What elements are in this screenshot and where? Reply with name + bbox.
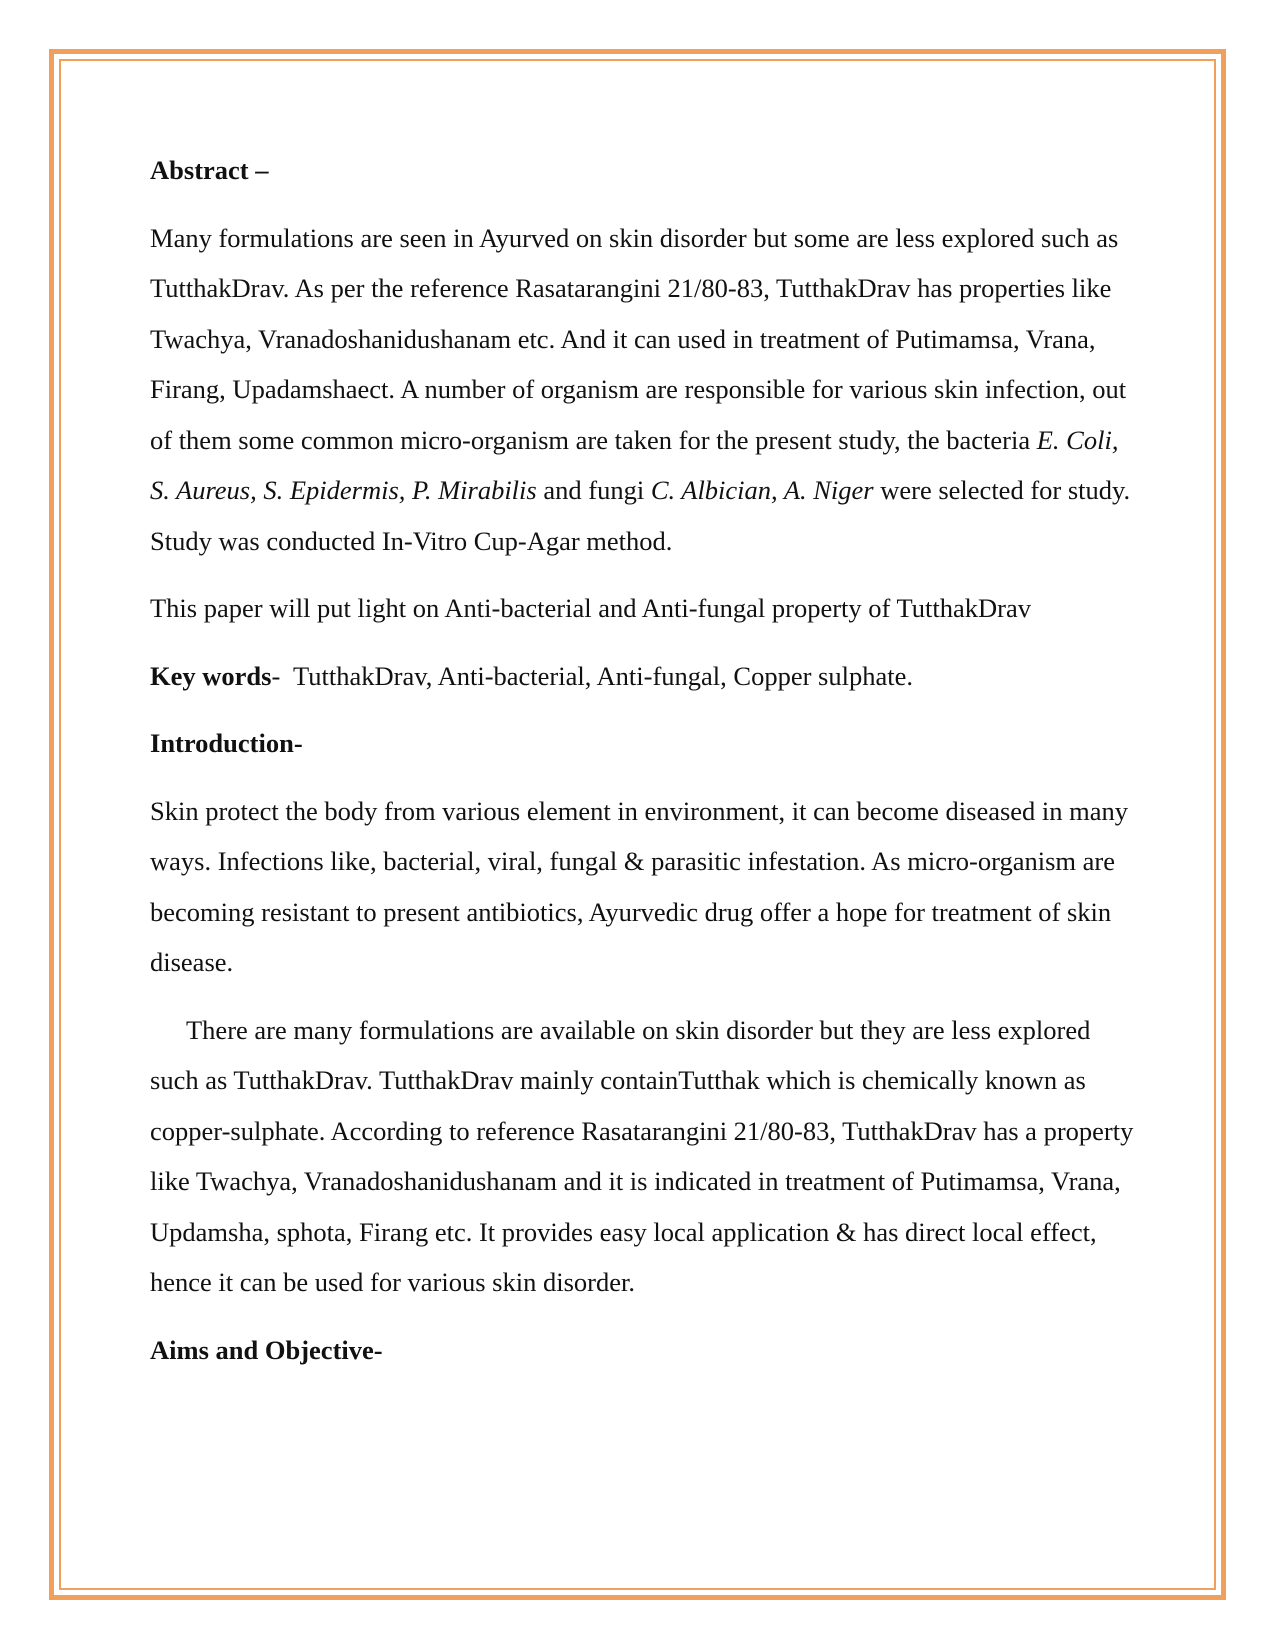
introduction-paragraph-1: Skin protect the body from various element in environment, it can become diseased in many ways. Infections like, bacterial, viral, fungal & parasitic infestation. As micro-organism are becoming resistant to present antibiotics, Ayurvedic drug offer a hope for treatment of skin disease. [150,795,1129,977]
abstract-text-1: Many formulations are seen in Ayurved on skin disorder but some are less explored such as TutthakDrav. As per the reference Rasatarangini 21/80-83, TutthakDrav has properties like Twachya, Vranadoshanidushanam etc. And it can used in treatment of Putimamsa, Vrana, Firang, Upadamshaect. A number of organism are responsible for various skin infection, out of them some common micro-organism are taken for the present study, the bacteria [150,222,1127,455]
keywords-line [150,651,1135,702]
bacteria-list: E. Coli, S. Aureus, S. Epidermis, P. Mirabilis [150,424,1119,505]
introduction-paragraph-2: There are many formulations are available on skin disorder but they are less explored such as TutthakDrav. TutthakDrav mainly containTutthak which is chemically known as copper-sulphate. According to reference Rasatarangini 21/80-83, TutthakDrav has a property like Twachya, Vranadoshanidushanam and it is indicated in treatment of Putimamsa, Vrana, Updamsha, sphota, Firang etc. It provides easy local application & has direct local effect, hence it can be used for various skin disorder. [150,1014,1134,1297]
abstract-text-2: and fungi [536,475,651,505]
abstract-paragraph-2: This paper will put light on Anti-bacterial and Anti-fungal property of TutthakDrav [150,593,1031,623]
fungi-list: C. Albician, A. Niger [650,475,874,505]
introduction-heading: Introduction- [150,728,303,758]
abstract-paragraph-1 [150,213,1135,567]
keywords-label: Key words [150,660,272,691]
abstract-heading: Abstract – [150,155,269,185]
abstract-text-3: were selected for study. Study was conducted In-Vitro Cup-Agar method. [150,475,1131,556]
aims-heading: Aims and Objective- [150,1334,383,1365]
keywords-text: - TutthakDrav, Anti-bacterial, Anti-fungal, Copper sulphate. [271,660,913,691]
document-body [150,145,1135,1392]
